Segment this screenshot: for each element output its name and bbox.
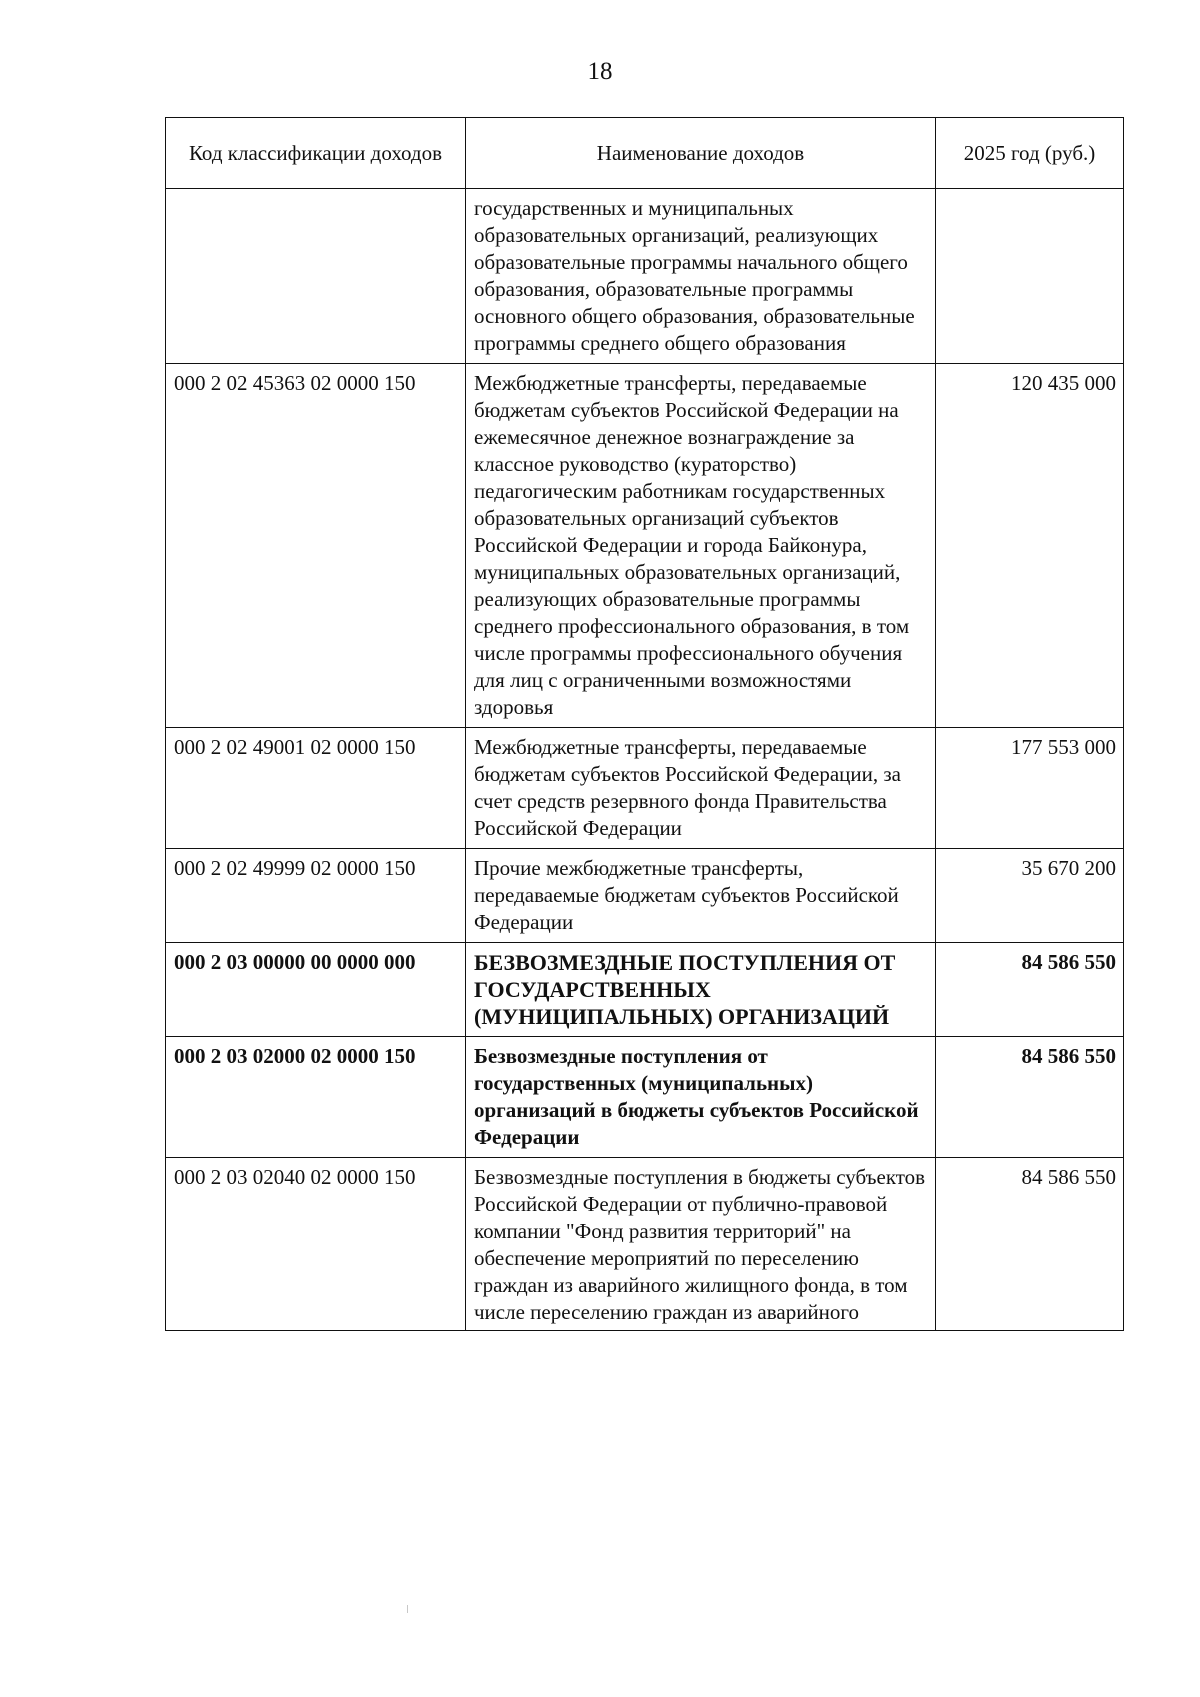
header-code: Код классификации доходов <box>166 118 466 189</box>
row-amount: 84 586 550 <box>936 1158 1124 1331</box>
row-code <box>166 189 466 364</box>
row-amount: 177 553 000 <box>936 728 1124 849</box>
table-row <box>166 1158 1124 1331</box>
row-amount: 120 435 000 <box>936 364 1124 728</box>
header-amount: 2025 год (руб.) <box>936 118 1124 189</box>
row-name: Межбюджетные трансферты, передаваемые бюджетам субъектов Российской Федерации на ежемесячное денежное вознаграждение за классное руководство (кураторство) педагогическим работникам государственных образовательных организаций субъектов Российской Федерации и города Байконура, муниципальных образовательных организаций, реализующих образовательные программы среднего профессионального образования, в том числе программы профессионального обучения для лиц с ограниченными возможностями здоровья <box>466 364 936 728</box>
row-name: Безвозмездные поступления от государственных (муниципальных) организаций в бюджеты субъектов Российской Федерации <box>466 1037 936 1158</box>
row-code: 000 2 03 02040 02 0000 150 <box>166 1158 466 1331</box>
row-name: Межбюджетные трансферты, передаваемые бюджетам субъектов Российской Федерации, за счет средств резервного фонда Правительства Российской Федерации <box>466 728 936 849</box>
table-row <box>166 364 1124 728</box>
scan-speck-mark <box>407 1605 408 1613</box>
row-amount: 35 670 200 <box>936 849 1124 943</box>
row-name: Безвозмездные поступления в бюджеты субъектов Российской Федерации от публично-правовой компании "Фонд развития территорий" на обеспечение мероприятий по переселению граждан из аварийного жилищного фонда, в том числе переселению граждан из аварийного <box>466 1158 936 1331</box>
row-code: 000 2 03 02000 02 0000 150 <box>166 1037 466 1158</box>
row-code: 000 2 02 45363 02 0000 150 <box>166 364 466 728</box>
row-amount: 84 586 550 <box>936 1037 1124 1158</box>
table-row-section-total <box>166 943 1124 1037</box>
row-amount: 84 586 550 <box>936 943 1124 1037</box>
header-name: Наименование доходов <box>466 118 936 189</box>
table-row <box>166 189 1124 364</box>
row-code: 000 2 02 49001 02 0000 150 <box>166 728 466 849</box>
row-name: государственных и муниципальных образовательных организаций, реализующих образовательные программы начального общего образования, образовательные программы основного общего образования, образовательные программы среднего общего образования <box>466 189 936 364</box>
page-number: 18 <box>587 58 613 85</box>
revenue-table <box>165 117 1124 1331</box>
row-name: Прочие межбюджетные трансферты, передаваемые бюджетам субъектов Российской Федерации <box>466 849 936 943</box>
row-amount <box>936 189 1124 364</box>
table-row <box>166 728 1124 849</box>
row-name: БЕЗВОЗМЕЗДНЫЕ ПОСТУПЛЕНИЯ ОТ ГОСУДАРСТВЕННЫХ (МУНИЦИПАЛЬНЫХ) ОРГАНИЗАЦИЙ <box>466 943 936 1037</box>
table-row <box>166 849 1124 943</box>
table-row-subtotal <box>166 1037 1124 1158</box>
row-code: 000 2 02 49999 02 0000 150 <box>166 849 466 943</box>
row-code: 000 2 03 00000 00 0000 000 <box>166 943 466 1037</box>
table-header-row <box>166 118 1124 189</box>
